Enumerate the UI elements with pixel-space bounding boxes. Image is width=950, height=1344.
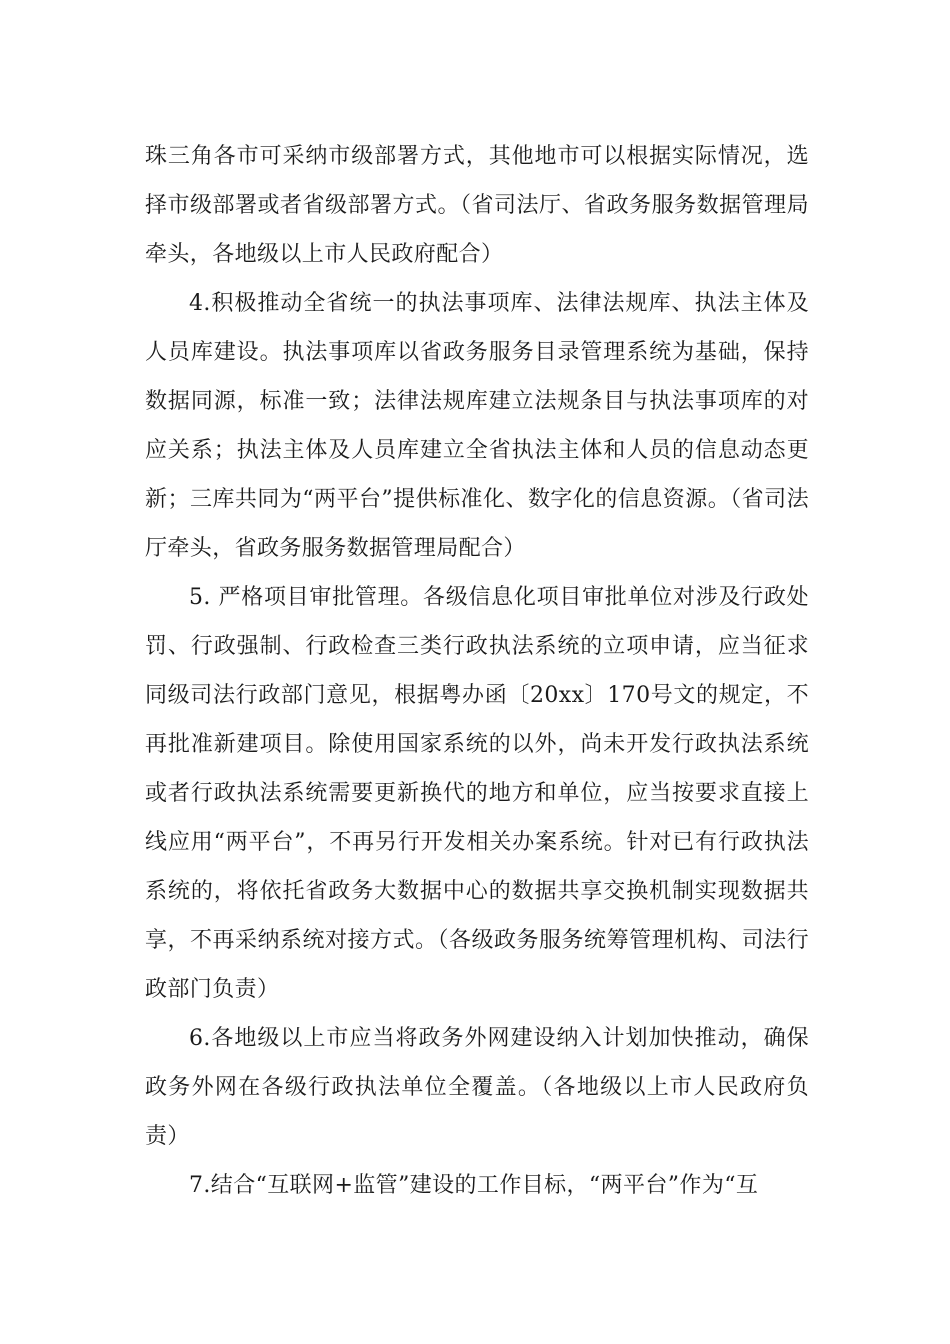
paragraph-item-7: 7.结合“互联网+监管”建设的工作目标，“两平台”作为“互 bbox=[189, 1173, 759, 1198]
paragraph-continuation: 珠三角各市可采纳市级部署方式，其他地市可以根据实际情况，选择市级部署或者省级部署方式。（省司法厅、省政务服务数据管理局牵头，各地级以上市人民政府配合） bbox=[145, 144, 809, 267]
paragraph-item-4: 4.积极推动全省统一的执法事项库、法律法规库、执法主体及人员库建设。执法事项库以省政务服务目录管理系统为基础，保持数据同源，标准一致；法律法规库建立法规条目与执法事项库的对应关系；执法主体及人员库建立全省执法主体和人员的信息动态更新；三库共同为“两平台”提供标准化、数字化的信息资源。（省司法厅牵头，省政务服务数据管理局配合） bbox=[145, 291, 809, 561]
paragraph-item-6: 6.各地级以上市应当将政务外网建设纳入计划加快推动，确保政务外网在各级行政执法单位全覆盖。（各地级以上市人民政府负责） bbox=[145, 1026, 809, 1149]
document-body bbox=[145, 132, 809, 1210]
paragraph-item-5: 5. 严格项目审批管理。各级信息化项目审批单位对涉及行政处罚、行政强制、行政检查三类行政执法系统的立项申请，应当征求同级司法行政部门意见，根据粤办函〔20xx〕170号文的规定，不再批准新建项目。除使用国家系统的以外，尚未开发行政执法系统或者行政执法系统需要更新换代的地方和单位，应当按要求直接上线应用“两平台”，不再另行开发相关办案系统。针对已有行政执法系统的，将依托省政务大数据中心的数据共享交换机制实现数据共享，不再采纳系统对接方式。（各级政务服务统筹管理机构、司法行政部门负责） bbox=[145, 585, 809, 1002]
